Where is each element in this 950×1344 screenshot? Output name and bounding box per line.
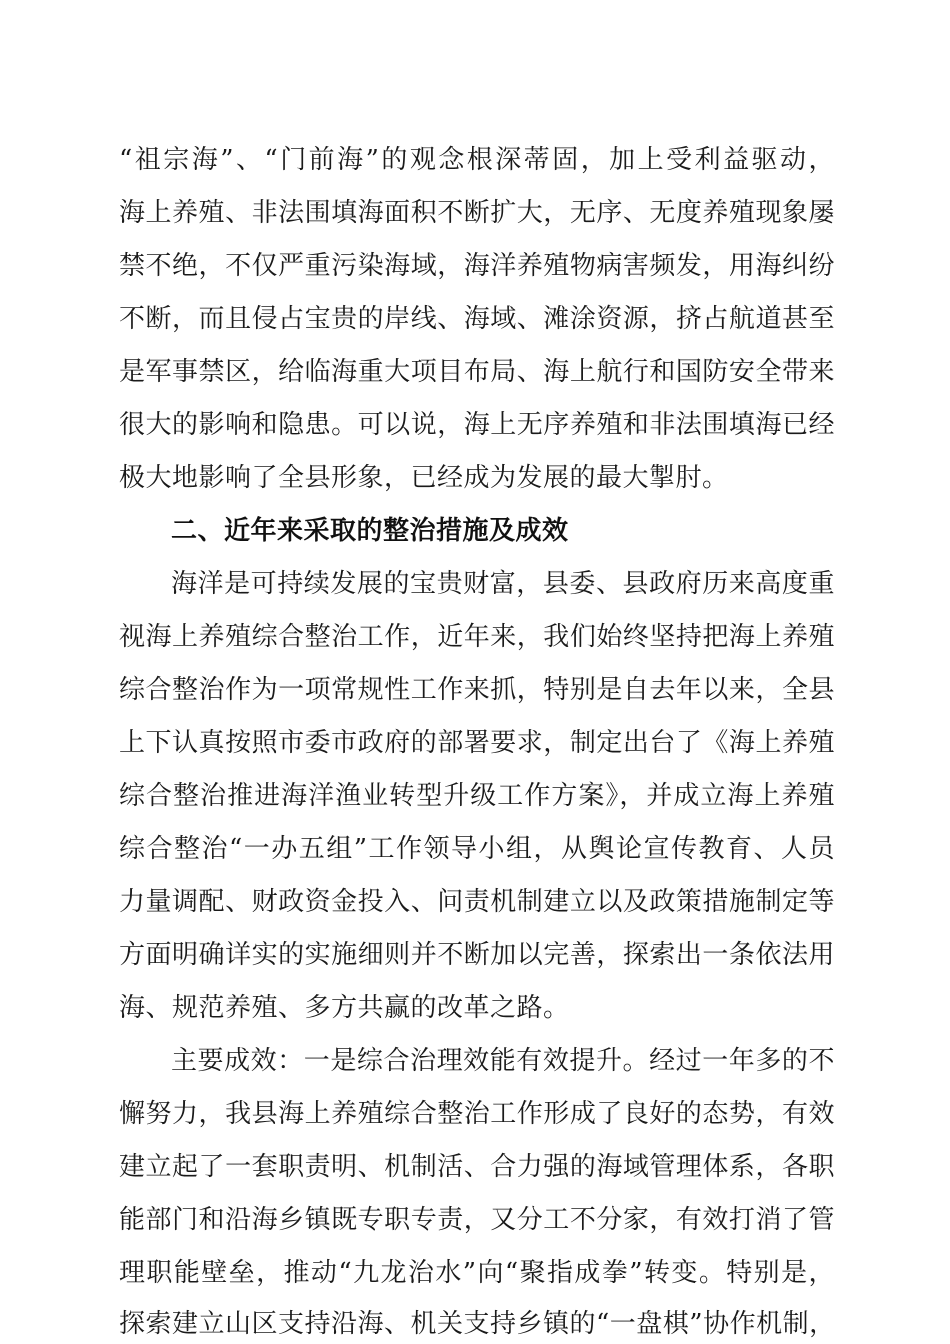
text-line: 禁不绝，不仅严重污染海域，海洋养殖物病害频发，用海纠纷	[119, 251, 835, 281]
text-line: 海洋是可持续发展的宝贵财富，县委、县政府历来高度重	[171, 569, 835, 599]
text-line: 上下认真按照市委市政府的部署要求，制定出台了《海上养殖	[119, 728, 835, 758]
text-line: 海上养殖、非法围填海面积不断扩大，无序、无度养殖现象屡	[119, 198, 835, 228]
text-line: 综合整治作为一项常规性工作来抓，特别是自去年以来，全县	[119, 675, 835, 705]
text-line: 极大地影响了全县形象，已经成为发展的最大掣肘。	[119, 463, 729, 493]
text-line: 海、规范养殖、多方共赢的改革之路。	[119, 993, 570, 1023]
text-line: 综合整治推进海洋渔业转型升级工作方案》，并成立海上养殖	[119, 781, 835, 811]
text-line: 理职能壁垒，推动“九龙治水”向“聚指成拳”转变。特别是，	[119, 1258, 835, 1288]
text-line: 主要成效：一是综合治理效能有效提升。经过一年多的不	[171, 1046, 835, 1076]
section-heading: 二、近年来采取的整治措施及成效	[171, 516, 569, 546]
text-line: 是军事禁区，给临海重大项目布局、海上航行和国防安全带来	[119, 357, 835, 387]
text-line: 不断，而且侵占宝贵的岸线、海域、滩涂资源，挤占航道甚至	[119, 304, 835, 334]
text-line: 很大的影响和隐患。可以说，海上无序养殖和非法围填海已经	[119, 410, 835, 440]
text-line: 懈努力，我县海上养殖综合整治工作形成了良好的态势，有效	[119, 1099, 835, 1129]
text-line: 力量调配、财政资金投入、问责机制建立以及政策措施制定等	[119, 887, 835, 917]
text-line: 视海上养殖综合整治工作，近年来，我们始终坚持把海上养殖	[119, 622, 835, 652]
text-line: 建立起了一套职责明、机制活、合力强的海域管理体系，各职	[119, 1152, 835, 1182]
text-line: 能部门和沿海乡镇既专职专责，又分工不分家，有效打消了管	[119, 1205, 835, 1235]
text-line: 探索建立山区支持沿海、机关支持乡镇的“一盘棋”协作机制，	[119, 1309, 836, 1339]
text-line: 综合整治“一办五组”工作领导小组，从舆论宣传教育、人员	[119, 834, 835, 864]
text-line: 方面明确详实的实施细则并不断加以完善，探索出一条依法用	[119, 940, 835, 970]
text-line: “祖宗海”、“门前海”的观念根深蒂固，加上受利益驱动，	[119, 145, 835, 175]
